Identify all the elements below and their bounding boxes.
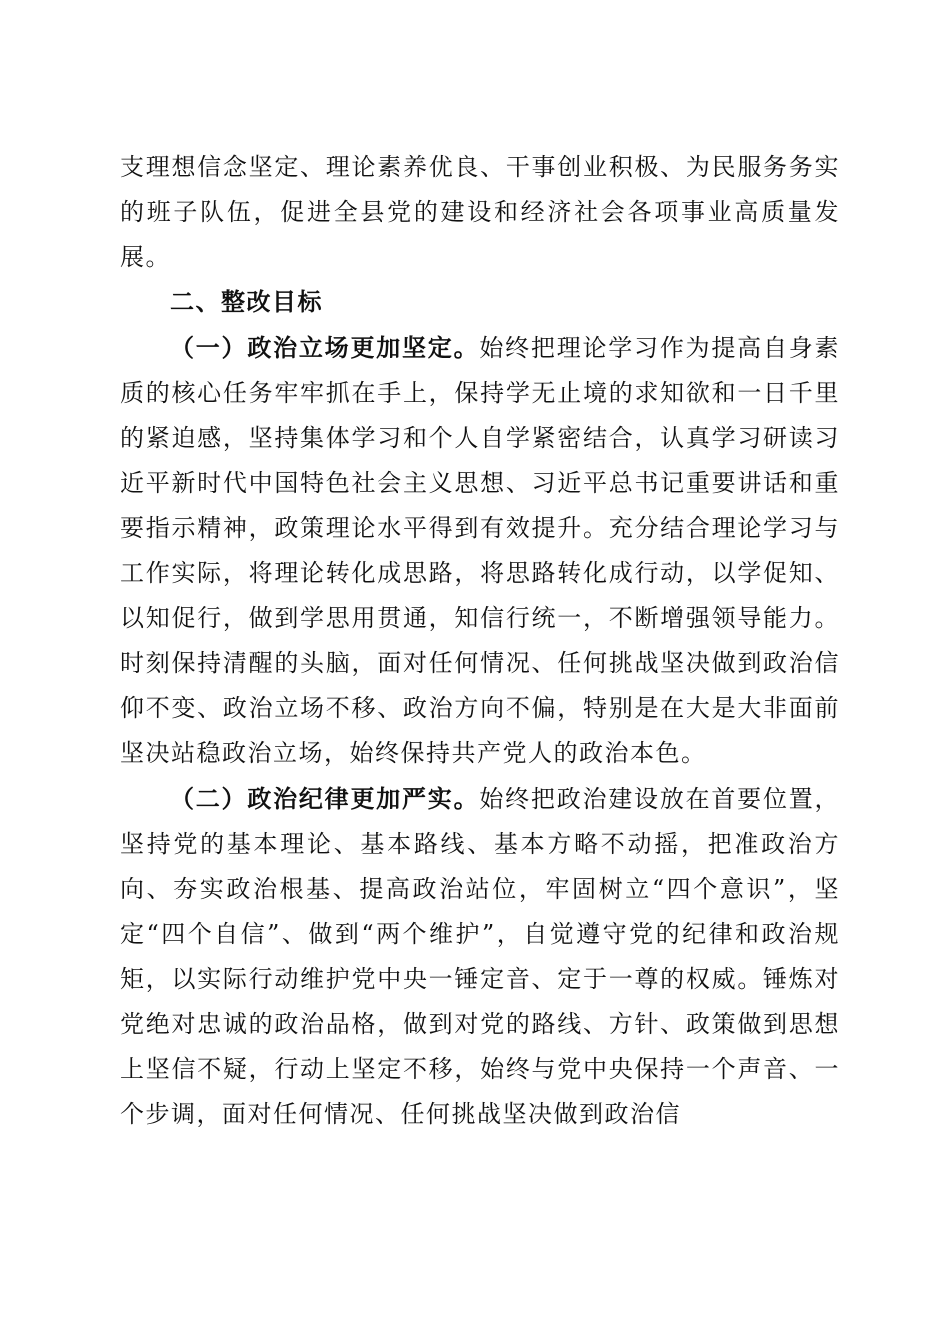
paragraph-item-1 [120,325,840,776]
paragraph-continuation [120,145,840,280]
document-body [120,145,840,1137]
item-1-body: 始终把理论学习作为提高自身素质的核心任务牢牢抓在手上，保持学无止境的求知欲和一日千里的紧迫感，坚持集体学习和个人自学紧密结合，认真学习研读习近平新时代中国特色社会主义思想、习近平总书记重要讲话和重要指示精神，政策理论水平得到有效提升。充分结合理论学习与工作实际，将理论转化成思路，将思路转化成行动，以学促知、以知促行，做到学思用贯通，知信行统一，不断增强领导能力。时刻保持清醒的头脑，面对任何情况、任何挑战坚决做到政治信仰不变、政治立场不移、政治方向不偏，特别是在大是大非面前坚决站稳政治立场，始终保持共产党人的政治本色。 [120,334,840,767]
paragraph-continuation-text: 支理想信念坚定、理论素养优良、干事创业积极、为民服务务实的班子队伍，促进全县党的建设和经济社会各项事业高质量发展。 [120,153,840,271]
paragraph-item-2 [120,776,840,1137]
section-heading [120,280,840,325]
item-1-lead: （一）政治立场更加坚定。 [170,333,480,362]
item-2-lead: （二）政治纪律更加严实。 [170,784,480,813]
section-heading-text: 二、整改目标 [170,288,323,316]
item-2-body: 始终把政治建设放在首要位置，坚持党的基本理论、基本路线、基本方略不动摇，把准政治方向、夯实政治根基、提高政治站位，牢固树立“四个意识”，坚定“四个自信”、做到“两个维护”，自觉遵守党的纪律和政治规矩，以实际行动维护党中央一锤定音、定于一尊的权威。锤炼对党绝对忠诚的政治品格，做到对党的路线、方针、政策做到思想上坚信不疑，行动上坚定不移，始终与党中央保持一个声音、一个步调，面对任何情况、任何挑战坚决做到政治信 [120,785,840,1128]
